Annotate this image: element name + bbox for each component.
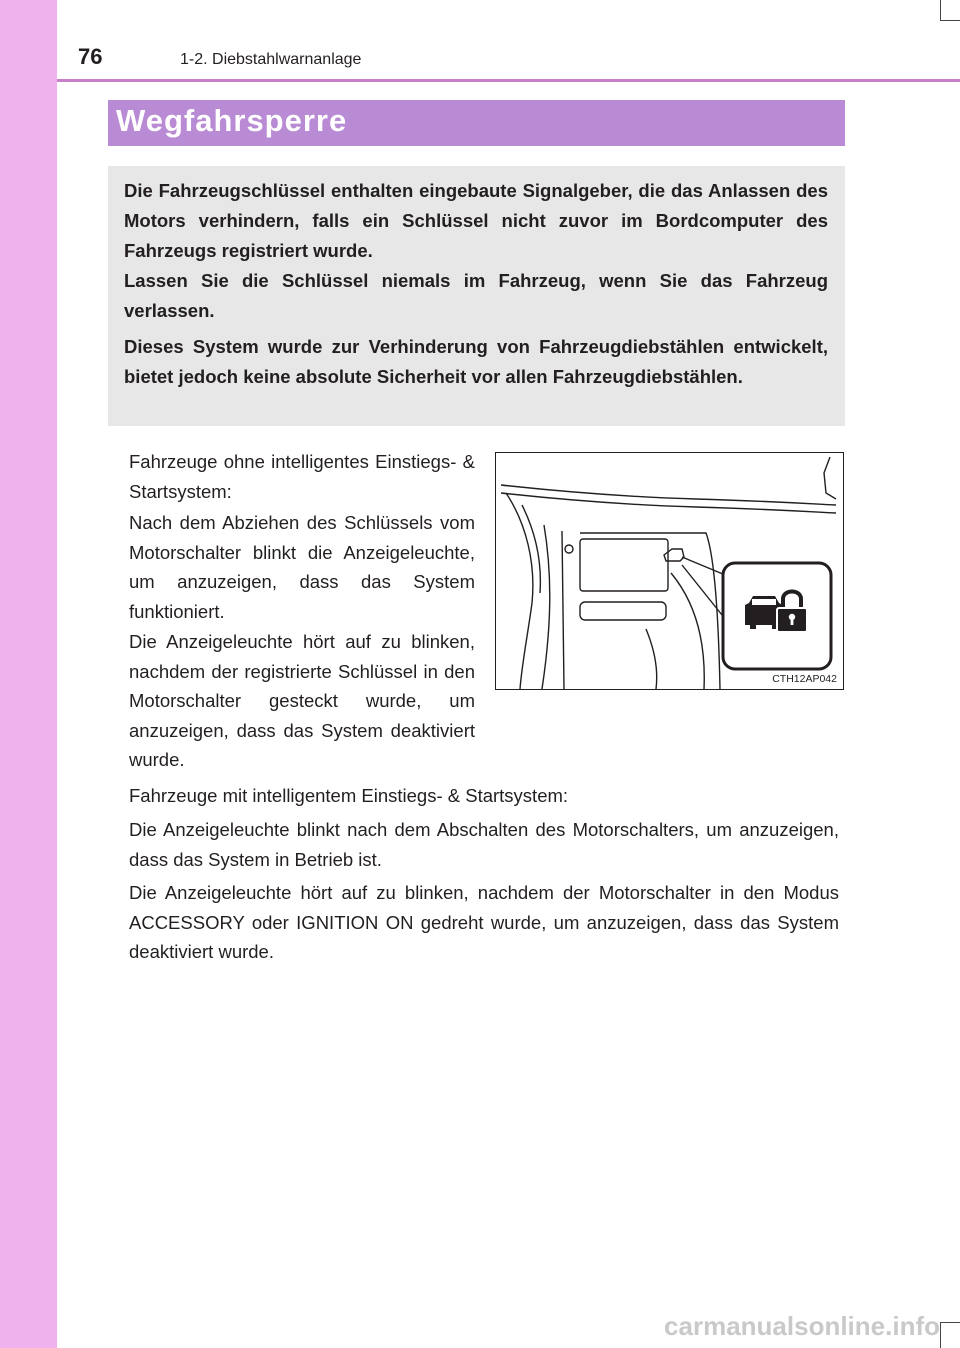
crop-mark	[940, 1322, 941, 1348]
illustration-code: CTH12AP042	[772, 673, 837, 685]
crop-mark	[940, 0, 941, 20]
watermark: carmanualsonline.info	[664, 1311, 940, 1341]
paragraph-without-blink: Nach dem Abziehen des Schlüssels vom Motorschalter blinkt die Anzeigeleuchte, um anzuzeigen, dass das System funktioniert.	[129, 512, 475, 622]
heading-with-smart-entry: Fahrzeuge mit intelligentem Einstiegs- & Startsystem:	[129, 785, 569, 806]
left-color-band	[0, 0, 57, 1348]
dashboard-drawing	[496, 453, 845, 691]
crop-mark	[940, 20, 960, 21]
dashboard-illustration	[495, 452, 844, 690]
intro-paragraph: Die Fahrzeugschlüssel enthalten eingebaute Signalgeber, die das Anlassen des Motors verhindern, falls ein Schlüssel nicht zuvor im Bordcomputer des Fahrzeugs registriert wurde.	[124, 180, 828, 261]
intro-box	[108, 166, 845, 426]
section-label: 1-2. Diebstahlwarnanlage	[180, 51, 362, 68]
paragraph-with-blink: Die Anzeigeleuchte blinkt nach dem Abschalten des Motorschalters, um anzuzeigen, dass das System in Betrieb ist.	[129, 819, 839, 870]
intro-paragraph: Lassen Sie die Schlüssel niemals im Fahrzeug, wenn Sie das Fahrzeug verlassen.	[124, 270, 828, 321]
paragraph-without-stop: Die Anzeigeleuchte hört auf zu blinken, nachdem der registrierte Schlüssel in den Motorschalter gesteckt wurde, um anzuzeigen, dass das System deaktiviert wurde.	[129, 631, 475, 770]
intro-paragraph: Dieses System wurde zur Verhinderung von Fahrzeugdiebstählen entwickelt, bietet jedoch keine absolute Sicherheit vor allen Fahrzeugdiebstählen.	[124, 336, 828, 387]
page-number: 76	[78, 44, 103, 69]
header-rule	[57, 79, 960, 82]
page-title: Wegfahrsperre	[116, 103, 348, 138]
crop-mark	[940, 1322, 960, 1323]
paragraph-with-stop: Die Anzeigeleuchte hört auf zu blinken, nachdem der Motorschalter in den Modus ACCESSORY oder IGNITION ON gedreht wurde, um anzuzeigen, dass das System deaktiviert wurde.	[129, 882, 839, 962]
heading-without-smart-entry: Fahrzeuge ohne intelligentes Einstiegs- & Startsystem:	[129, 451, 475, 502]
